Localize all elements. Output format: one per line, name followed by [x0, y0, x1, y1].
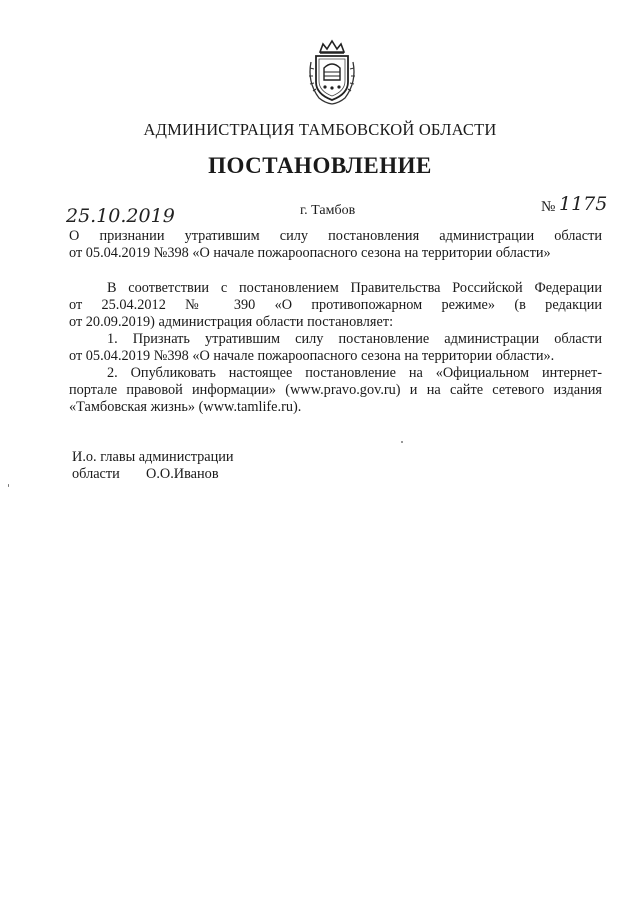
signer-title-cont: области — [72, 466, 120, 482]
document-type-heading: ПОСТАНОВЛЕНИЕ — [208, 153, 432, 178]
handwritten-date: 25.10.2019 — [66, 205, 175, 227]
list-item-2-line: портале правовой информации» (www.pravo.gov.ru) и на сайте сетевого издания — [69, 382, 602, 398]
list-item-2-line: 2. Опубликовать настоящее постановление на «Официальном интернет- — [107, 365, 602, 381]
handwritten-number: 1175 — [559, 193, 608, 215]
number-sign: № — [541, 199, 556, 215]
body-line: от 25.04.2012 № 390 «О противопожарном режиме» (в редакции — [69, 297, 602, 313]
signer-name: О.О.Иванов — [146, 466, 219, 482]
subject-line: О признании утратившим силу постановления администрации области — [69, 228, 602, 244]
scan-speck — [401, 441, 403, 443]
city-label: г. Тамбов — [300, 203, 356, 218]
scan-speck — [8, 484, 9, 487]
body-line: от 20.09.2019) администрация области постановляет: — [69, 314, 394, 330]
document-body — [69, 280, 602, 416]
list-item-1-line: от 05.04.2019 №398 «О начале пожароопасного сезона на территории области». — [69, 348, 555, 364]
coat-of-arms-icon — [303, 38, 361, 106]
signature-block — [72, 449, 234, 483]
subject-line: от 05.04.2019 №398 «О начале пожароопасного сезона на территории области» — [69, 245, 551, 261]
body-line: В соответствии с постановлением Правительства Российской Федерации — [107, 280, 602, 296]
list-item-2-line: «Тамбовская жизнь» (www.tamlife.ru). — [69, 399, 302, 415]
signer-row — [72, 466, 234, 483]
list-item-1-line: 1. Признать утратившим силу постановление администрации области — [107, 331, 602, 347]
organization-title: АДМИНИСТРАЦИЯ ТАМБОВСКОЙ ОБЛАСТИ — [143, 120, 497, 139]
document-subject — [69, 228, 602, 262]
signer-title: И.о. главы администрации — [72, 449, 234, 465]
